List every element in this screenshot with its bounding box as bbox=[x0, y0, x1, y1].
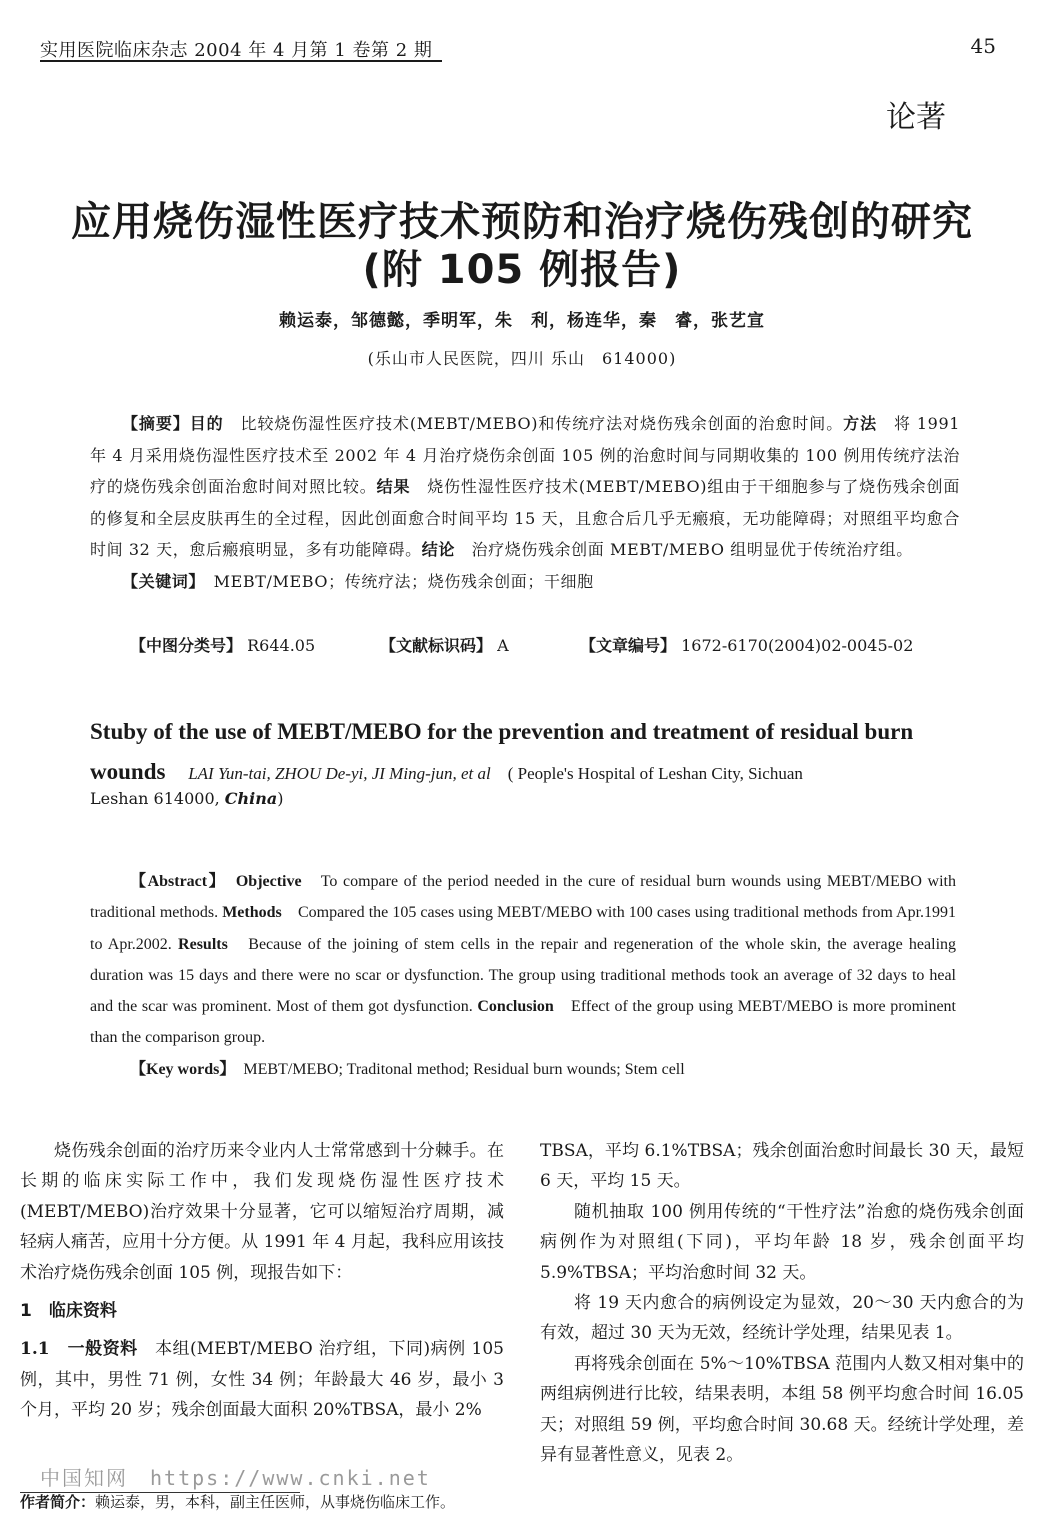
en-results-text: Because of the joining of stem cells in the repair and regeneration of the whole skin, the average healing duration was 15 days and there were no scar or dysfunction. The group using traditional methods took an average of 32 days to heal and the scar was prominent. Most of them got dysfunction. bbox=[90, 935, 957, 1016]
en-keywords-text: MEBT/MEBO; Traditonal method; Residual burn wounds; Stem cell bbox=[243, 1060, 685, 1078]
chinese-abstract bbox=[90, 408, 960, 597]
english-title-text: Stuby of the use of MEBT/MEBO for the prevention and treatment of residual burn wounds bbox=[90, 719, 914, 784]
results-label: 结果 bbox=[376, 477, 411, 496]
affiliation: (乐山市人民医院，四川 乐山 614000) bbox=[367, 349, 677, 368]
english-keywords-line bbox=[90, 1054, 956, 1085]
footnote-text: 赖运泰，男，本科，副主任医师，从事烧伤临床工作。 bbox=[95, 1493, 456, 1511]
en-keywords-label: 【Key words】 bbox=[130, 1060, 228, 1078]
en-methods-label: Methods bbox=[222, 904, 282, 922]
intro-paragraph: 烧伤残余创面的治疗历来令业内人士常常感到十分棘手。在长期的临床实际工作中，我们发现烧伤湿性医疗技术(MEBT/MEBO)治疗效果十分显著，它可以缩短治疗周期，减轻病人痛苦，应用十分方便。从 1991 年 4 月起，我科应用该技术治疗烧伤残余创面 105 例，现报告如下： bbox=[20, 1141, 504, 1283]
article-id-label: 【文章编号】 bbox=[580, 636, 677, 655]
right-paragraph-2: 随机抽取 100 例用传统的“干性疗法”治愈的烧伤残余创面病例作为对照组(下同)，平均年龄 18 岁，残余创面平均 5.9%TBSA；平均治愈时间 32 天。 bbox=[540, 1201, 1024, 1283]
en-conclusion-text: Effect of the group using MEBT/MEBO is more prominent than the comparison group. bbox=[90, 998, 957, 1047]
abstract-body bbox=[90, 408, 960, 566]
subsection-label: 1.1 一般资料 bbox=[20, 1339, 138, 1360]
abstract-label: 【摘要】 bbox=[122, 414, 190, 433]
doc-code-label: 【文献标识码】 bbox=[380, 636, 493, 655]
clc-label: 【中图分类号】 bbox=[130, 636, 243, 655]
english-affiliation-b: Leshan 614000, bbox=[90, 789, 225, 808]
english-affiliation-a: ( People's Hospital of Leshan City, Sichuan bbox=[507, 764, 803, 783]
results-text: 烧伤性湿性医疗技术(MEBT/MEBO)组由于干细胞参与了烧伤残余创面的修复和全层皮肤再生的全过程，因此创面愈合时间平均 15 天，且愈合后几乎无瘢痕，无功能障碍；对照组平均愈合时间 32 天，愈后瘢痕明显，多有功能障碍。 bbox=[90, 477, 960, 559]
english-affiliation-end: ) bbox=[277, 789, 284, 808]
english-abstract bbox=[90, 866, 956, 1085]
methods-text: 将 1991 年 4 月采用烧伤湿性医疗技术至 2002 年 4 月治疗烧伤余创面 105 例的治愈时间与同期收集的 100 例用传统疗法治疗的烧伤残余创面治愈时间对照比较。 bbox=[90, 414, 961, 496]
paper-title: 应用烧伤湿性医疗技术预防和治疗烧伤残创的研究 bbox=[71, 199, 973, 245]
english-title bbox=[90, 712, 960, 794]
conclusion-label: 结论 bbox=[421, 540, 455, 559]
keywords-line bbox=[90, 566, 960, 598]
en-abstract-label: 【Abstract】 bbox=[130, 873, 219, 890]
objective-label: 目的 bbox=[189, 414, 224, 433]
english-abstract-body bbox=[90, 866, 956, 1054]
en-results-label: Results bbox=[178, 935, 228, 953]
keywords-text: MEBT/MEBO；传统疗法；烧伤残余创面；干细胞 bbox=[213, 571, 594, 591]
section-tag: 论著 bbox=[886, 100, 946, 135]
methods-label: 方法 bbox=[843, 414, 878, 433]
en-objective-text: To compare of the period needed in the cure of residual burn wounds using MEBT/MEBO with traditional methods. bbox=[90, 873, 956, 922]
english-authors: LAI Yun-tai, ZHOU De-yi, JI Ming-jun, et al bbox=[188, 764, 491, 783]
general-data-text: 本组(MEBT/MEBO 治疗组，下同)病例 105 例，其中，男性 71 例，女性 34 例；年龄最大 46 岁，最小 3 个月，平均 20 岁；残余创面最大面积 20%TBSA，最小 2% bbox=[20, 1339, 504, 1421]
english-country: China bbox=[224, 789, 278, 808]
objective-text: 比较烧伤湿性医疗技术(MEBT/MEBO)和传统疗法对烧伤残余创面的治愈时间。 bbox=[240, 414, 844, 433]
conclusion-text: 治疗烧伤残余创面 MEBT/MEBO 组明显优于传统治疗组。 bbox=[471, 540, 913, 559]
journal-header: 实用医院临床杂志 2004 年 4 月第 1 卷第 2 期 bbox=[40, 40, 433, 61]
english-affiliation bbox=[90, 789, 284, 808]
body-right-column bbox=[540, 1136, 1024, 1470]
en-conclusion-label: Conclusion bbox=[477, 998, 554, 1016]
body-left-column bbox=[20, 1136, 504, 1426]
general-data-paragraph bbox=[20, 1334, 504, 1425]
watermark: 中国知网 https://www.cnki.net bbox=[40, 1466, 431, 1490]
footnote-label: 作者简介： bbox=[20, 1493, 96, 1511]
classification-line bbox=[130, 633, 970, 656]
author-footnote bbox=[20, 1491, 455, 1512]
clc-value: R644.05 bbox=[247, 636, 316, 655]
right-paragraph-4: 再将残余创面在 5%～10%TBSA 范围内人数又相对集中的两组病例进行比较，结果表明，本组 58 例平均愈合时间 16.05天；对照组 59 例，平均愈合时间 30.68 天。经统计学处理，差异有显著性意义，见表 2。 bbox=[540, 1353, 1024, 1466]
en-methods-text: Compared the 105 cases using MEBT/MEBO with 100 cases using traditional methods from Apr.1991 to Apr.2002. bbox=[90, 904, 957, 953]
right-paragraph-1: TBSA，平均 6.1%TBSA；残余创面治愈时间最长 30 天，最短 6 天，平均 15 天。 bbox=[540, 1141, 1024, 1192]
right-paragraph-3: 将 19 天内愈合的病例设定为显效，20～30 天内愈合的为有效，超过 30 天为无效，经统计学处理，结果见表 1。 bbox=[540, 1293, 1024, 1344]
section-heading: 1 临床资料 bbox=[20, 1301, 117, 1322]
article-id-value: 1672-6170(2004)02-0045-02 bbox=[681, 636, 914, 655]
keywords-label: 【关键词】 bbox=[122, 571, 198, 591]
header-rule bbox=[40, 60, 442, 62]
en-objective-label: Objective bbox=[235, 873, 302, 890]
paper-subtitle: (附 105 例报告) bbox=[362, 247, 682, 293]
authors: 赖运泰，邹德懿，季明军，朱 利，杨连华，秦 睿，张艺宣 bbox=[279, 311, 765, 331]
page-number: 45 bbox=[970, 34, 996, 58]
doc-code-value: A bbox=[497, 636, 509, 655]
